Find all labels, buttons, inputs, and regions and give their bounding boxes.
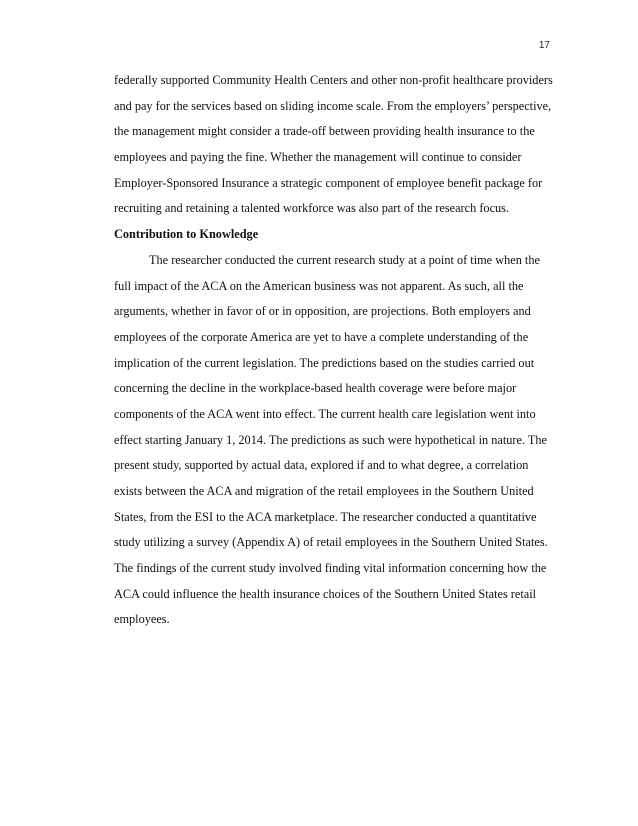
- body-text: [114, 70, 554, 635]
- paragraph-line: employees and paying the fine. Whether the management will continue to consider: [114, 150, 522, 165]
- paragraph-line: implication of the current legislation. The predictions based on the studies carried out: [114, 355, 535, 370]
- paragraph-line: and pay for the services based on sliding income scale. From the employers’ perspective,: [114, 98, 552, 113]
- paragraph-line: federally supported Community Health Centers and other non-profit healthcare providers: [114, 73, 553, 87]
- page-number: 17: [538, 40, 550, 51]
- paragraph-line: the management might consider a trade-off between providing health insurance to the: [114, 124, 535, 139]
- paragraph-line: components of the ACA went into effect. The current health care legislation went into: [114, 406, 536, 421]
- paragraph-line: employees of the corporate America are yet to have a complete understanding of the: [114, 329, 529, 344]
- paragraph-line: concerning the decline in the workplace-based health coverage were before major: [114, 381, 517, 396]
- paragraph-line: study utilizing a survey (Appendix A) of retail employees in the Southern United States.: [114, 535, 548, 550]
- section-heading: Contribution to Knowledge: [114, 227, 259, 242]
- paragraph-line: The findings of the current study involved finding vital information concerning how the: [114, 561, 547, 576]
- paragraph-line: present study, supported by actual data, explored if and to what degree, a correlation: [114, 458, 529, 473]
- paragraph-line: The researcher conducted the current research study at a point of time when the: [149, 252, 540, 267]
- paragraph-line: employees.: [114, 612, 170, 627]
- paragraph-line: effect starting January 1, 2014. The predictions as such were hypothetical in nature. The: [114, 432, 547, 447]
- paragraph-line: arguments, whether in favor of or in opposition, are projections. Both employers and: [114, 304, 531, 319]
- paragraph-2: [114, 250, 554, 635]
- paragraph-line: ACA could influence the health insurance choices of the Southern United States retail: [114, 586, 537, 601]
- paragraph-line: Employer-Sponsored Insurance a strategic component of employee benefit package for: [114, 175, 543, 190]
- paragraph-1: [114, 70, 554, 224]
- paragraph-line: exists between the ACA and migration of the retail employees in the Southern United: [114, 484, 534, 498]
- paragraph-line: States, from the ESI to the ACA marketplace. The researcher conducted a quantitative: [114, 509, 537, 524]
- paragraph-line: full impact of the ACA on the American business was not apparent. As such, all the: [114, 278, 524, 293]
- paragraph-line: recruiting and retaining a talented workforce was also part of the research focus.: [114, 201, 510, 216]
